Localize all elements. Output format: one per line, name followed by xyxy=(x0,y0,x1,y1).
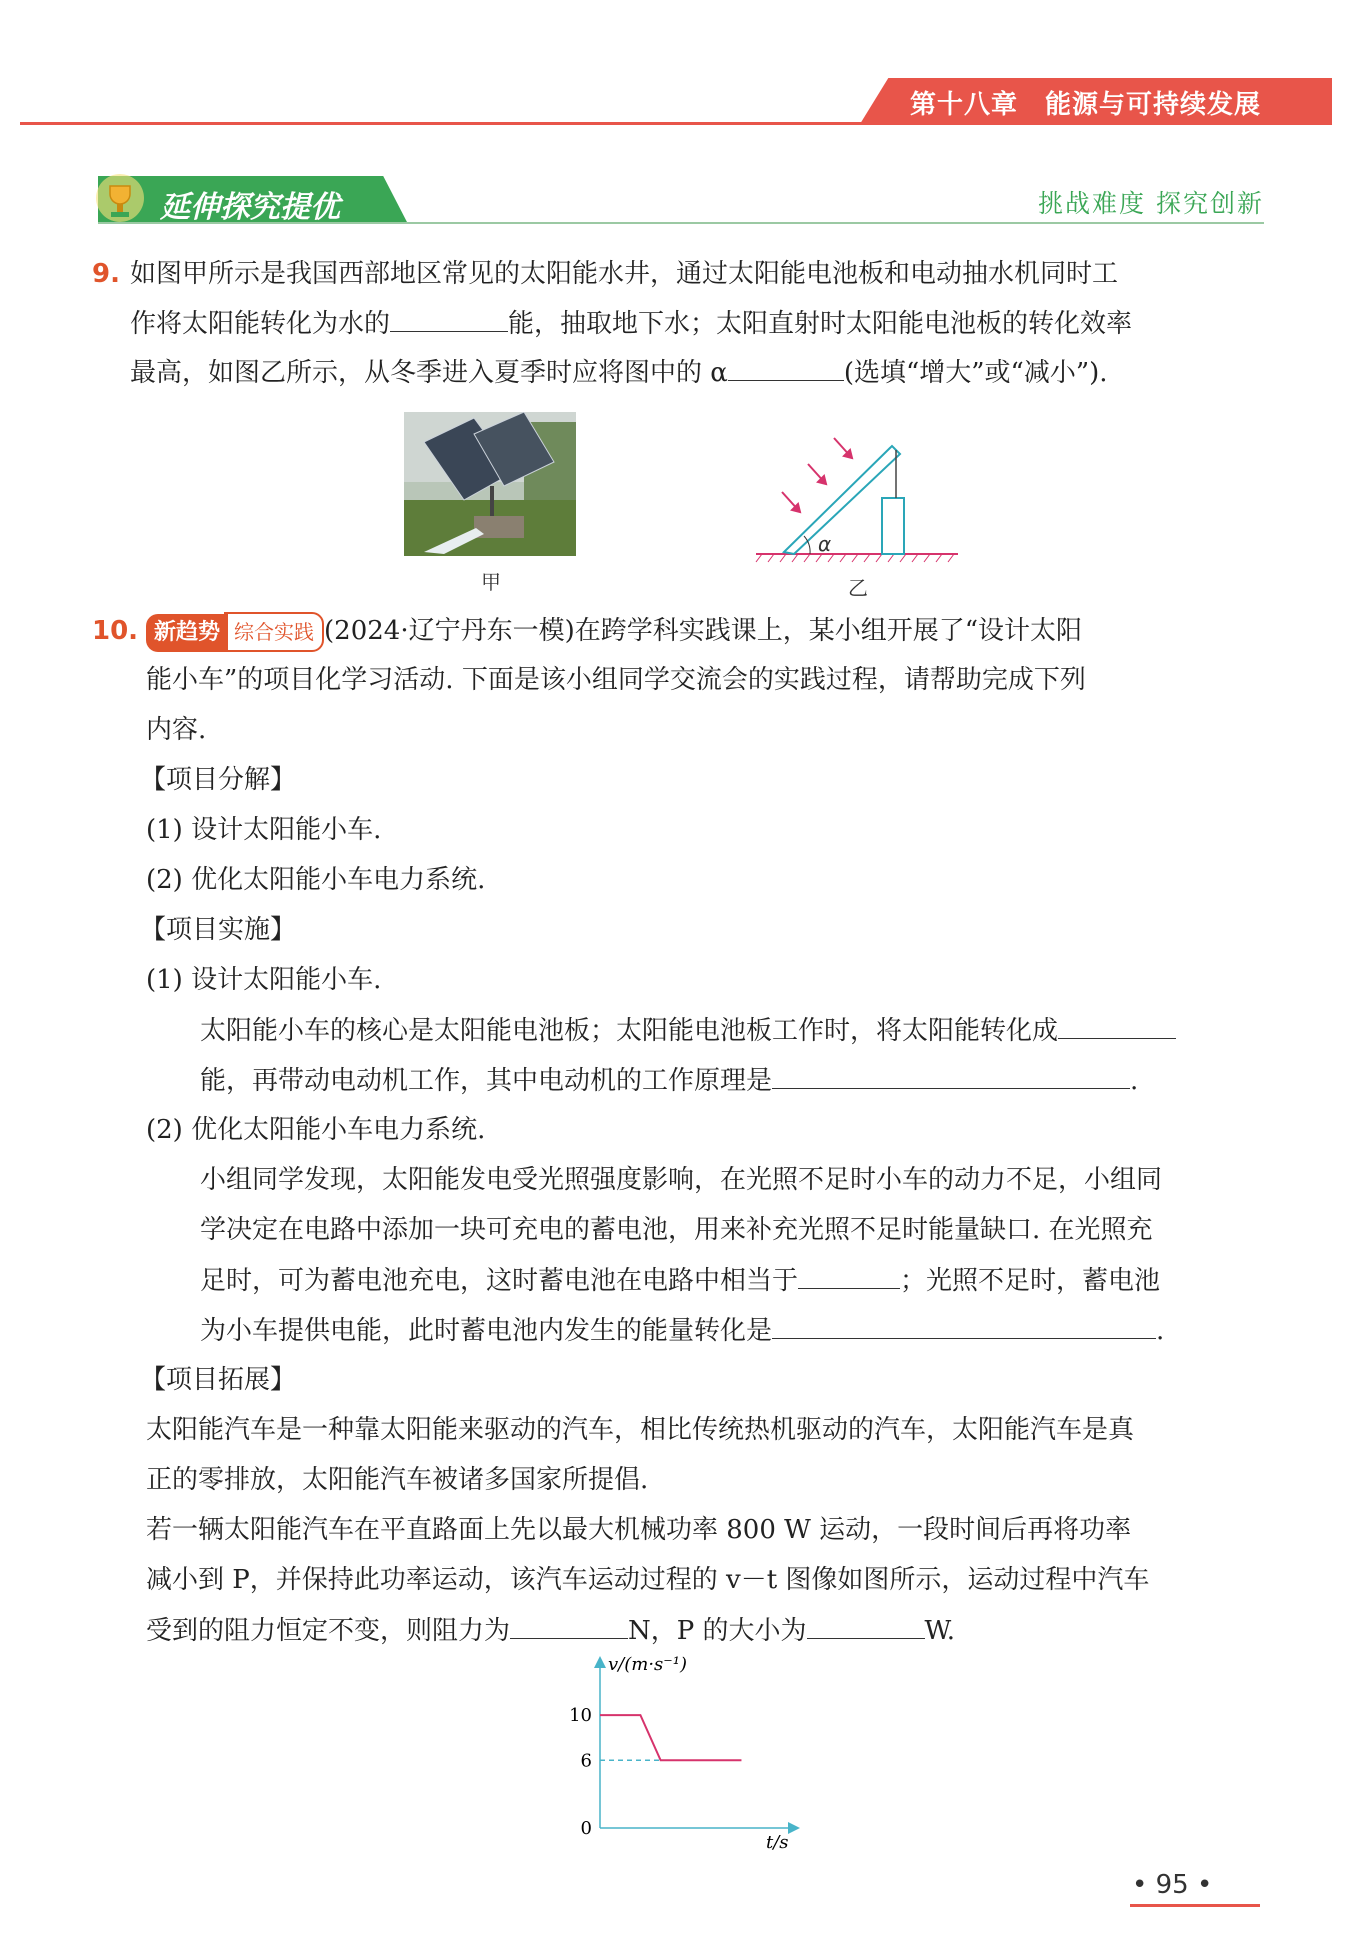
y-tick-label: 10 xyxy=(569,1705,592,1727)
velocity-series-line xyxy=(600,1715,741,1760)
ext-line-2: 正的零排放，太阳能汽车被诸多国家所提倡. xyxy=(146,1465,649,1495)
answer-blank[interactable] xyxy=(728,354,844,381)
y-tick-label: 0 xyxy=(580,1818,592,1839)
page-number: • 95 • xyxy=(1132,1870,1213,1900)
y-axis-label: v/(m·s⁻¹) xyxy=(608,1654,688,1675)
q10-line-2: 能小车”的项目化学习活动. 下面是该小组同学交流会的实践过程，请帮助完成下列 xyxy=(146,665,1086,695)
impl-step-1: (1) 设计太阳能小车. xyxy=(146,965,382,995)
new-trend-badge: 新趋势 xyxy=(146,614,228,652)
q10-line-3: 内容. xyxy=(146,715,207,745)
heading-decompose: 【项目分解】 xyxy=(140,765,297,795)
answer-blank[interactable] xyxy=(772,1312,1156,1339)
question-number-10: 10. xyxy=(92,616,139,646)
answer-blank[interactable] xyxy=(390,305,508,332)
ext-line-4: 减小到 P，并保持此功率运动，该汽车运动过程的 v－t 图像如图所示，运动过程中汽车 xyxy=(146,1565,1150,1595)
question-number-9: 9. xyxy=(92,259,120,289)
alpha-label: α xyxy=(818,532,832,556)
vt-chart xyxy=(560,1650,820,1850)
answer-blank[interactable] xyxy=(807,1612,925,1639)
answer-blank[interactable] xyxy=(1058,1012,1176,1039)
q9-line-2: 作将太阳能转化为水的 能，抽取地下水；太阳直射时太阳能电池板的转化效率 xyxy=(130,305,1132,342)
q10-line-1: 新趋势 综合实践 (2024·辽宁丹东一模)在跨学科实践课上，某小组开展了“设计太阳 xyxy=(146,612,1082,652)
impl-p5: 足时，可为蓄电池充电，这时蓄电池在电路中相当于 ；光照不足时，蓄电池 xyxy=(200,1262,1160,1299)
header-rule xyxy=(20,122,1332,125)
step-2: (2) 优化太阳能小车电力系统. xyxy=(146,865,486,895)
impl-step-2: (2) 优化太阳能小车电力系统. xyxy=(146,1115,486,1145)
impl-p3: 小组同学发现，太阳能发电受光照强度影响，在光照不足时小车的动力不足，小组同 xyxy=(200,1165,1163,1195)
panel-angle-diagram xyxy=(752,436,962,566)
impl-p1: 太阳能小车的核心是太阳能电池板；太阳能电池板工作时，将太阳能转化成 xyxy=(200,1012,1176,1049)
chapter-title: 第十八章 能源与可持续发展 xyxy=(910,90,1262,120)
heading-implement: 【项目实施】 xyxy=(140,915,297,945)
answer-blank[interactable] xyxy=(510,1612,628,1639)
figure-caption-jia: 甲 xyxy=(481,570,501,594)
heading-extend: 【项目拓展】 xyxy=(140,1365,297,1395)
answer-blank[interactable] xyxy=(772,1062,1130,1089)
impl-p2: 能，再带动电动机工作，其中电动机的工作原理是 . xyxy=(200,1062,1138,1099)
impl-p4: 学决定在电路中添加一块可充电的蓄电池，用来补充光照不足时能量缺口. 在光照充 xyxy=(200,1215,1153,1245)
solar-well-photo xyxy=(404,412,576,556)
practice-badge: 综合实践 xyxy=(224,612,324,652)
section-title: 延伸探究提优 xyxy=(160,190,340,225)
impl-p6: 为小车提供电能，此时蓄电池内发生的能量转化是 . xyxy=(200,1312,1164,1349)
trophy-icon xyxy=(92,172,148,228)
ext-line-1: 太阳能汽车是一种靠太阳能来驱动的汽车，相比传统热机驱动的汽车，太阳能汽车是真 xyxy=(146,1415,1135,1445)
page-number-rule xyxy=(1130,1904,1260,1907)
y-tick-label: 6 xyxy=(580,1750,592,1772)
answer-blank[interactable] xyxy=(798,1262,900,1289)
step-1: (1) 设计太阳能小车. xyxy=(146,815,382,845)
section-tagline: 挑战难度 探究创新 xyxy=(1038,189,1264,218)
ext-line-5: 受到的阻力恒定不变，则阻力为 N，P 的大小为 W. xyxy=(146,1612,955,1649)
q9-line-3: 最高，如图乙所示，从冬季进入夏季时应将图中的 α (选填“增大”或“减小”). xyxy=(130,354,1108,391)
ext-line-3: 若一辆太阳能汽车在平直路面上先以最大机械功率 800 W 运动，一段时间后再将功率 xyxy=(146,1515,1132,1545)
x-axis-label: t/s xyxy=(766,1832,789,1850)
q9-line-1: 如图甲所示是我国西部地区常见的太阳能水井，通过太阳能电池板和电动抽水机同时工 xyxy=(130,259,1119,289)
figure-caption-yi: 乙 xyxy=(848,576,868,600)
